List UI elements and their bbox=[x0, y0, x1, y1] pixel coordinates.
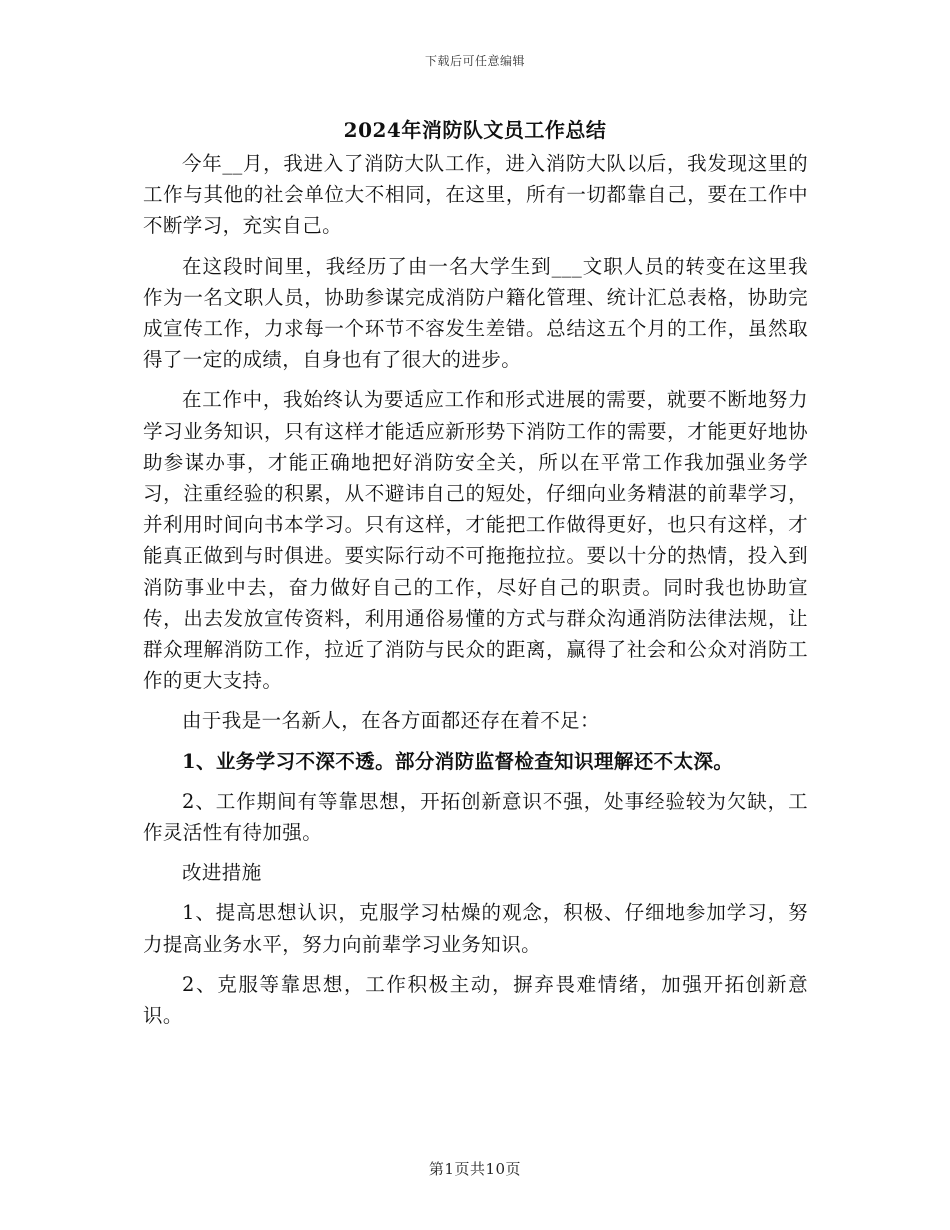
improvement-heading: 改进措施 bbox=[182, 861, 262, 885]
page-number: 第1页共10页 bbox=[428, 1160, 522, 1178]
paragraph-experience: 在这段时间里，我经历了由一名大学生到___文职人员的转变在这里我作为一名文职人员，协助参谋完成消防户籍化管理、统计汇总表格，协助完成宣传工作，力求每一个环节不容发生差错。总结这五个月的工作，虽然取得了一定的成绩，自身也有了很大的进步。 bbox=[143, 254, 808, 372]
paragraph-shortcomings-intro: 由于我是一名新人，在各方面都还存在着不足： bbox=[182, 709, 600, 733]
shortcoming-item-2: 2、工作期间有等靠思想，开拓创新意识不强，处事经验较为欠缺，工作灵活性有待加强。 bbox=[143, 789, 808, 845]
document-title: 2024年消防队文员工作总结 bbox=[343, 118, 607, 142]
improvement-item-1: 1、提高思想认识，克服学习枯燥的观念，积极、仔细地参加学习，努力提高业务水平，努力向前辈学习业务知识。 bbox=[143, 901, 808, 956]
document-body bbox=[143, 148, 808, 1040]
page-header-note: 下载后可任意编辑 bbox=[424, 54, 525, 68]
shortcoming-item-1: 1、业务学习不深不透。部分消防监督检查知识理解还不太深。 bbox=[182, 749, 734, 773]
paragraph-intro: 今年__月，我进入了消防大队工作，进入消防大队以后，我发现这里的工作与其他的社会单位大不相同，在这里，所有一切都靠自己，要在工作中不断学习，充实自己。 bbox=[143, 152, 808, 238]
paragraph-work-attitude: 在工作中，我始终认为要适应工作和形式进展的需要，就要不断地努力学习业务知识，只有这样才能适应新形势下消防工作的需要，才能更好地协助参谋办事，才能正确地把好消防安全关，所以在平常工作我加强业务学习，注重经验的积累，从不避讳自己的短处，仔细向业务精湛的前辈学习，并利用时间向书本学习。只有这样，才能把工作做得更好，也只有这样，才能真正做到与时俱进。要实际行动不可拖拖拉拉。要以十分的热情，投入到消防事业中去，奋力做好自己的工作，尽好自己的职责。同时我也协助宣传，出去发放宣传资料，利用通俗易懂的方式与群众沟通消防法律法规，让群众理解消防工作，拉近了消防与民众的距离，赢得了社会和公众对消防工作的更大支持。 bbox=[143, 388, 808, 693]
improvement-item-2: 2、克服等靠思想，工作积极主动，摒弃畏难情绪，加强开拓创新意识。 bbox=[143, 972, 808, 1028]
